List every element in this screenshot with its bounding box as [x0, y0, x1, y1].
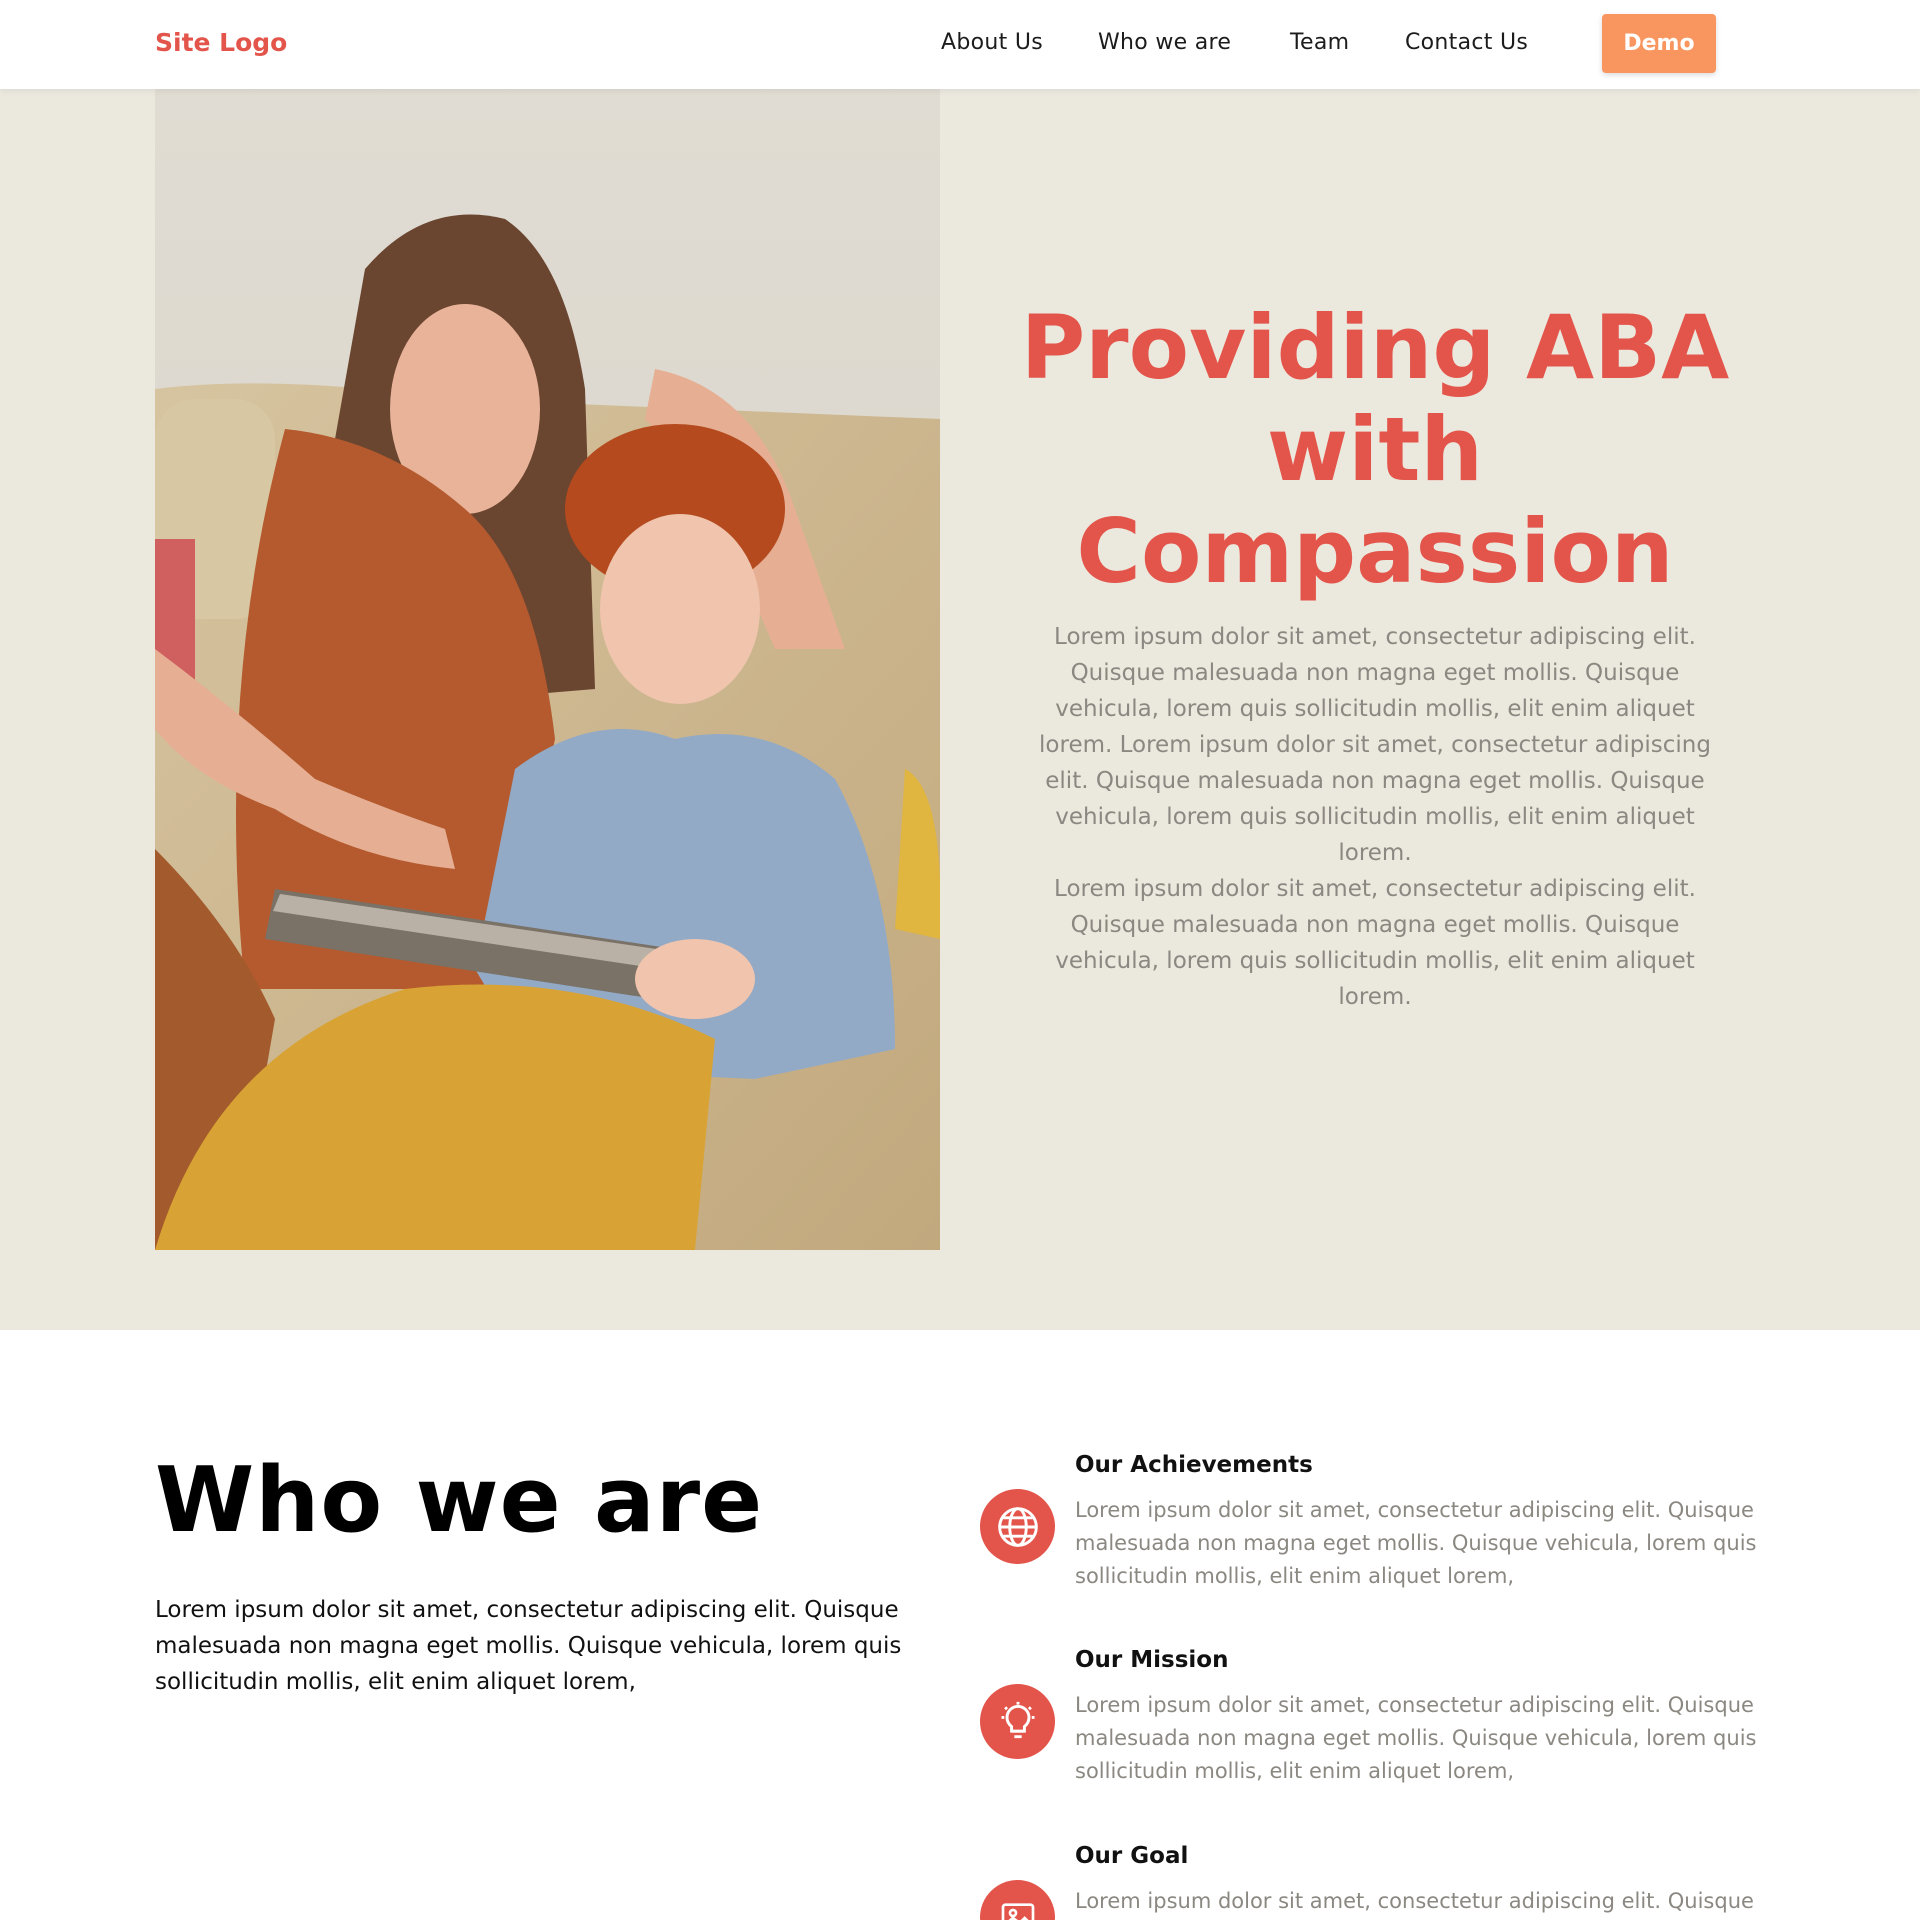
site-header	[0, 0, 1920, 89]
nav-contact-us[interactable]: Contact Us	[1405, 30, 1529, 55]
who-we-are-title: Who we are	[155, 1448, 764, 1553]
feature-achievements	[980, 1452, 1780, 1612]
image-icon	[980, 1880, 1055, 1920]
feature-goal	[980, 1843, 1780, 1920]
feature-text: Lorem ipsum dolor sit amet, consectetur adipiscing elit. Quisque malesuada non magna eget mollis. Quisque vehicula, lorem quis sollicitudin mollis, elit enim aliquet lorem,	[1075, 1498, 1757, 1588]
nav-who-we-are[interactable]: Who we are	[1098, 30, 1232, 55]
hero-paragraph-2: Lorem ipsum dolor sit amet, consectetur adipiscing elit. Quisque malesuada non magna eget mollis. Quisque vehicula, lorem quis sollicitudin mollis, elit enim aliquet lorem.	[1054, 876, 1696, 1010]
feature-mission	[980, 1647, 1780, 1807]
site-logo[interactable]: Site Logo	[155, 28, 288, 57]
nav-team[interactable]: Team	[1290, 30, 1350, 55]
demo-button[interactable]: Demo	[1602, 14, 1716, 73]
feature-text: Lorem ipsum dolor sit amet, consectetur adipiscing elit. Quisque malesuada non magna eget mollis. Quisque vehicula, lorem quis sollicitudin mollis, elit enim aliquet lorem,	[1075, 1693, 1757, 1783]
feature-heading: Our Achievements	[1075, 1452, 1313, 1478]
feature-text: Lorem ipsum dolor sit amet, consectetur adipiscing elit. Quisque	[1075, 1889, 1754, 1913]
lightbulb-icon	[980, 1684, 1055, 1759]
feature-heading: Our Mission	[1075, 1647, 1229, 1673]
hero-photo	[155, 89, 940, 1250]
mother-son-tablet-image	[155, 89, 940, 1250]
hero-title-line-1: Providing ABA	[1020, 296, 1730, 399]
hero-section	[0, 89, 1920, 1330]
nav-about-us[interactable]: About Us	[941, 30, 1044, 55]
hero-description	[1030, 619, 1720, 1015]
globe-icon	[980, 1489, 1055, 1564]
feature-heading: Our Goal	[1075, 1843, 1189, 1869]
who-we-are-text: Lorem ipsum dolor sit amet, consectetur adipiscing elit. Quisque malesuada non magna eget mollis. Quisque vehicula, lorem quis sollicitudin mollis, elit enim aliquet lorem,	[155, 1597, 902, 1695]
hero-title	[1010, 297, 1740, 603]
hero-title-line-3: Compassion	[1076, 500, 1674, 603]
hero-paragraph-1: Lorem ipsum dolor sit amet, consectetur adipiscing elit. Quisque malesuada non magna eget mollis. Quisque vehicula, lorem quis sollicitudin mollis, elit enim aliquet lorem. Lorem ipsum dolor sit amet, consectetur adipiscing elit. Quisque malesuada non magna eget mollis. Quisque vehicula, lorem quis sollicitudin mollis, elit enim aliquet lorem.	[1039, 624, 1711, 866]
hero-title-line-2: with	[1266, 398, 1484, 501]
